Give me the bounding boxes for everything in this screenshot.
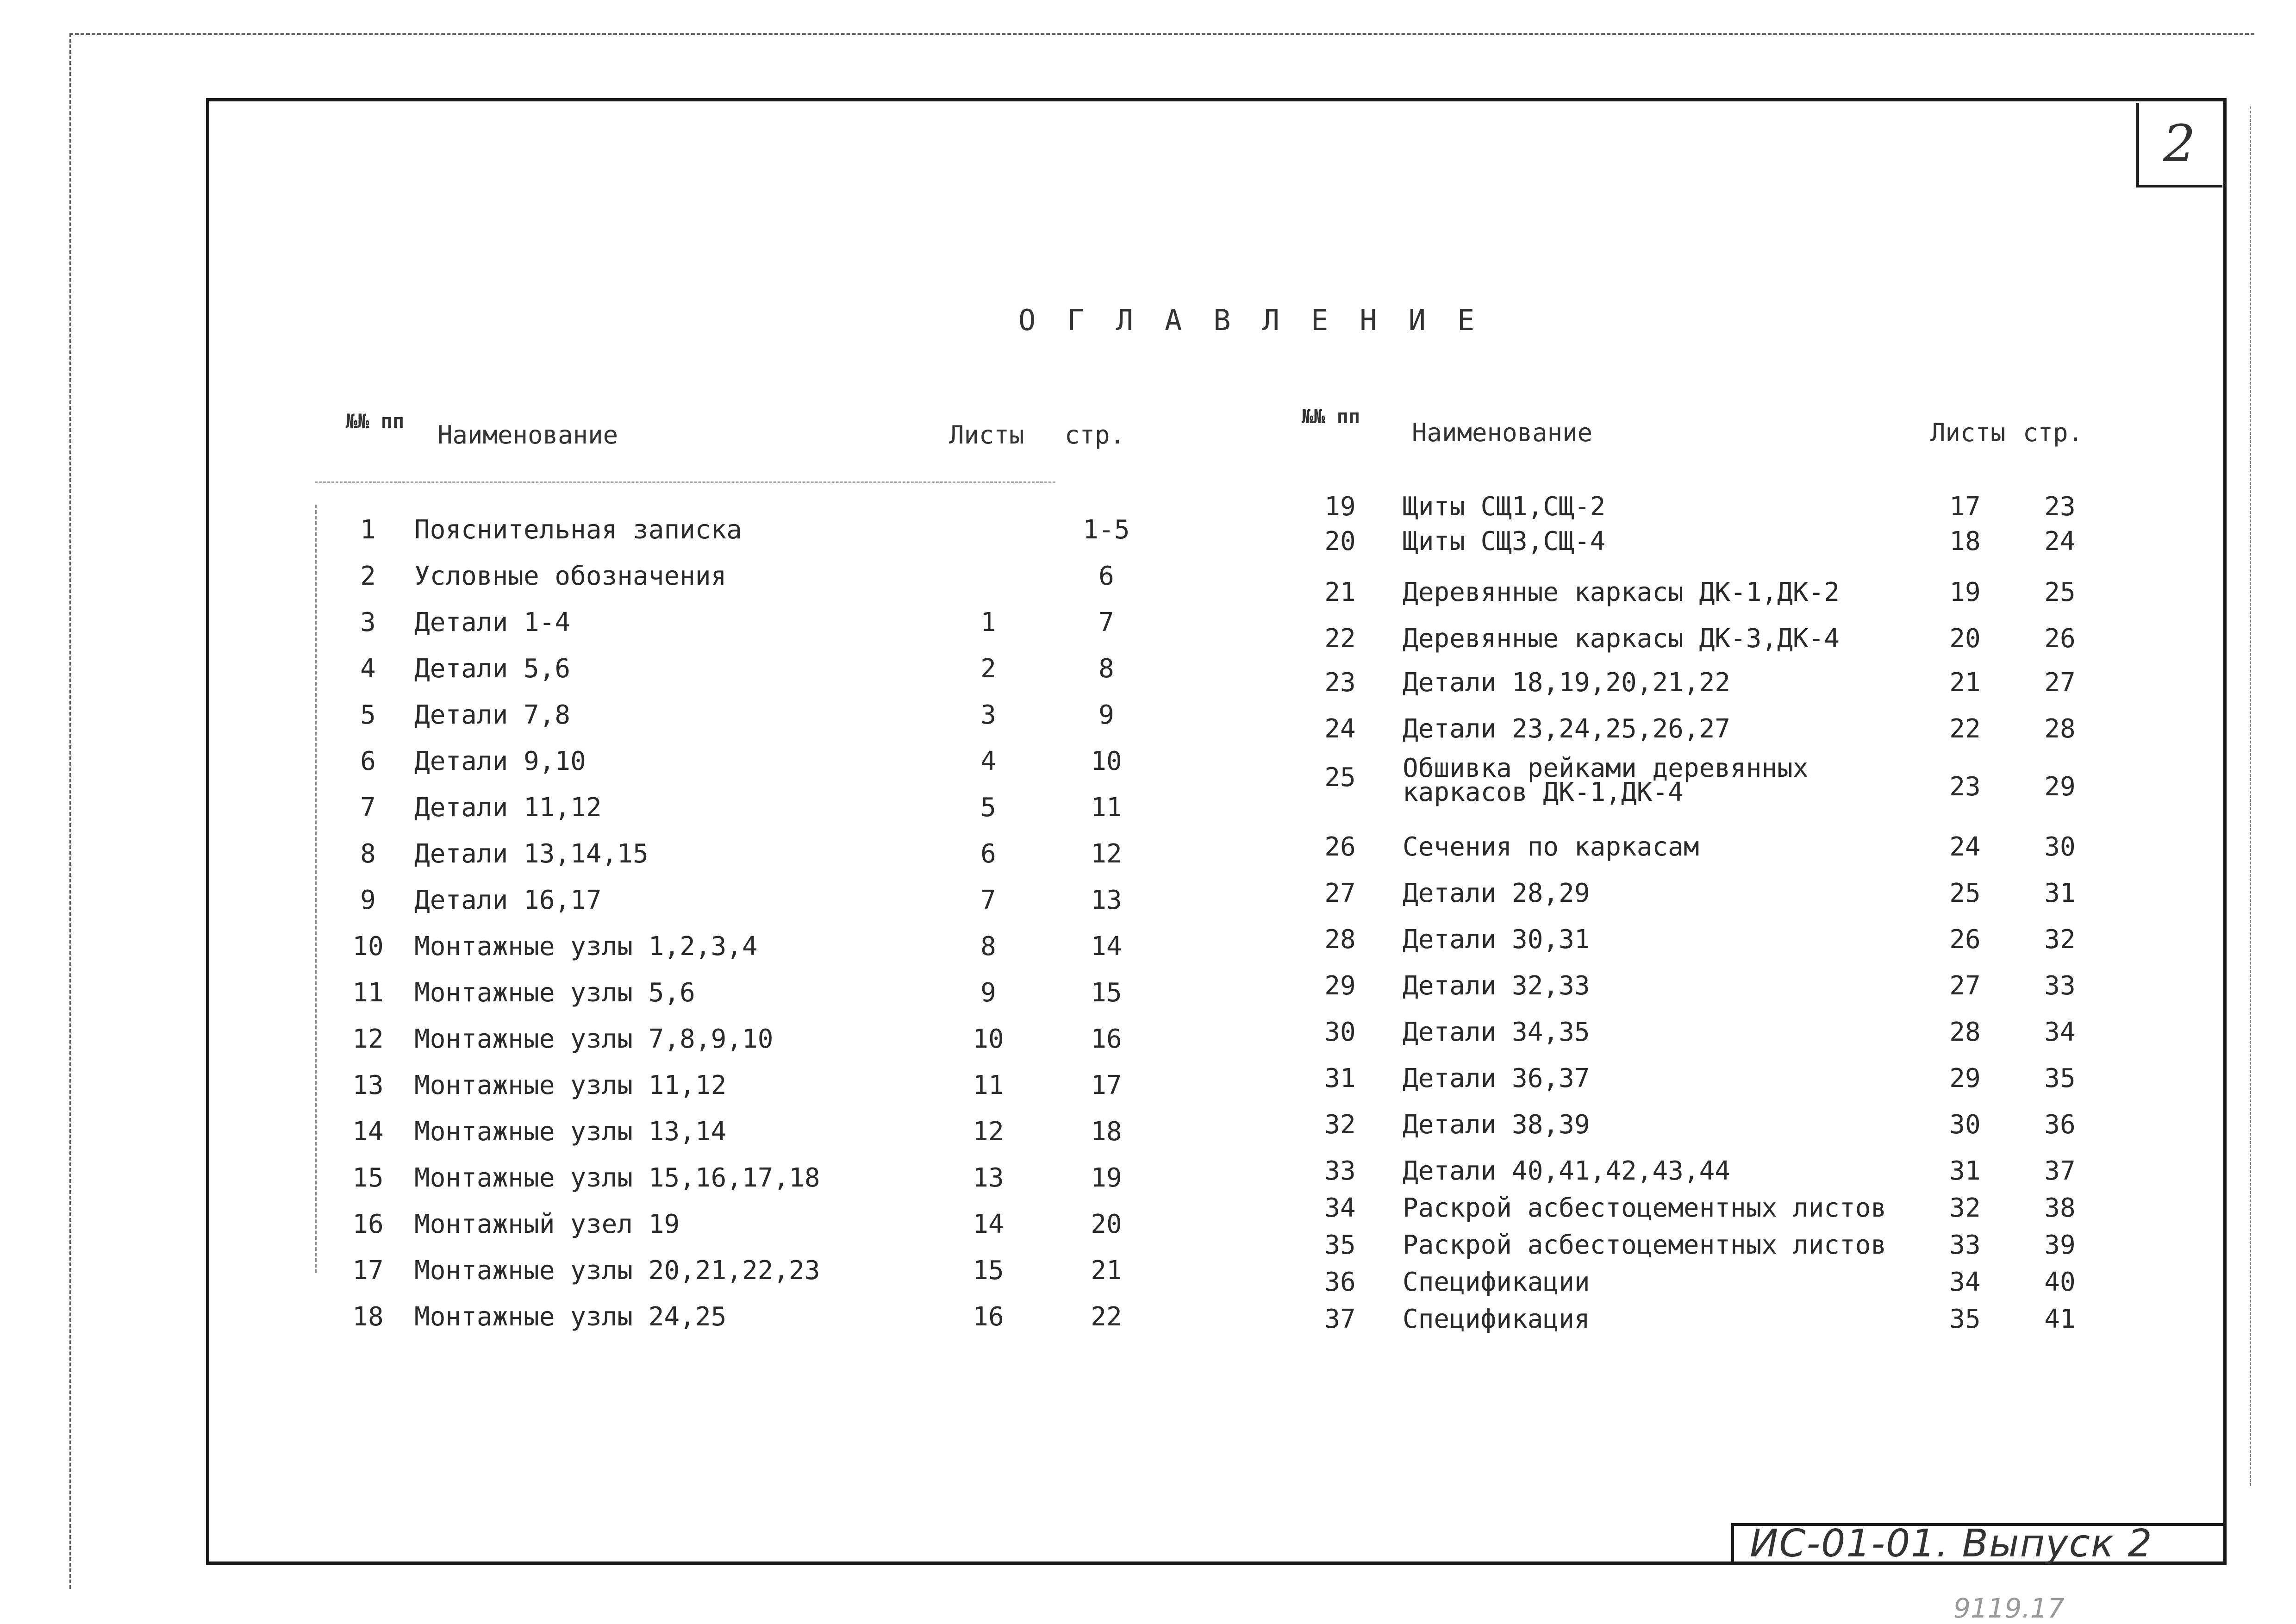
row-sheet: 18: [1949, 526, 1981, 556]
row-name: Монтажные узлы 24,25: [414, 1302, 727, 1332]
row-sheet: 28: [1949, 1017, 1981, 1047]
row-sheet: 17: [1949, 492, 1981, 522]
row-page: 28: [2044, 714, 2076, 744]
row-number: 22: [1324, 624, 1356, 654]
reference-note: 9119.17: [1953, 1593, 2065, 1624]
left-margin-marks: [315, 505, 317, 1273]
row-name: Детали 9,10: [414, 746, 586, 776]
row-page: 14: [1091, 931, 1122, 962]
row-sheet: [944, 507, 1032, 553]
row-name: Спецификация: [1403, 1304, 1590, 1334]
row-name: Детали 13,14,15: [414, 839, 649, 869]
row-number: 18: [352, 1302, 384, 1332]
row-number: 26: [1324, 832, 1356, 862]
row-sheet: 14: [973, 1209, 1004, 1239]
row-sheet: 12: [973, 1117, 1004, 1147]
row-sheet: 27: [1949, 971, 1981, 1001]
page-number: 2: [2163, 114, 2196, 173]
row-number: 20: [1324, 526, 1356, 556]
row-sheet: 32: [1949, 1193, 1981, 1223]
row-sheet: 7: [980, 885, 996, 915]
row-name: Детали 40,41,42,43,44: [1403, 1156, 1731, 1186]
outer-border-top: [69, 33, 2254, 35]
row-name: Монтажные узлы 7,8,9,10: [414, 1024, 774, 1054]
row-name: Детали 1-4: [414, 607, 571, 637]
row-page: 13: [1091, 885, 1122, 915]
row-sheet: 22: [1949, 714, 1981, 744]
row-number: 14: [352, 1117, 384, 1147]
row-number: 17: [352, 1255, 384, 1286]
row-number: 28: [1324, 924, 1356, 955]
row-number: 29: [1324, 971, 1356, 1001]
row-name: Спецификации: [1403, 1267, 1590, 1297]
row-number: 24: [1324, 714, 1356, 744]
row-number: 6: [360, 746, 376, 776]
row-number: 3: [360, 607, 376, 637]
row-page: 6: [1098, 561, 1114, 591]
row-number: 13: [352, 1070, 384, 1100]
row-sheet: 26: [1949, 924, 1981, 955]
page-title: ОГЛАВЛЕНИЕ: [1018, 303, 1506, 337]
row-number: 1: [360, 515, 376, 545]
row-sheet: 30: [1949, 1110, 1981, 1140]
row-page: 11: [1091, 793, 1122, 823]
row-number: 9: [360, 885, 376, 915]
row-page: 15: [1091, 978, 1122, 1008]
row-name: Детали 32,33: [1403, 971, 1590, 1001]
row-number: 15: [352, 1163, 384, 1193]
row-sheet: 19: [1949, 577, 1981, 607]
row-sheet: 23: [1949, 772, 1981, 802]
row-page: 39: [2044, 1230, 2076, 1260]
row-page: 27: [2044, 668, 2076, 698]
row-name: Монтажные узлы 13,14: [414, 1117, 727, 1147]
row-page: 31: [2044, 878, 2076, 908]
row-page: 16: [1091, 1024, 1122, 1054]
row-name: Детали 11,12: [414, 793, 602, 823]
row-number: 19: [1324, 492, 1356, 522]
row-name: Детали 28,29: [1403, 878, 1590, 908]
row-number: 33: [1324, 1156, 1356, 1186]
row-number: 11: [352, 978, 384, 1008]
row-page: 37: [2044, 1156, 2076, 1186]
row-number: 25: [1324, 762, 1356, 793]
row-number: 23: [1324, 668, 1356, 698]
row-name: Деревянные каркасы ДК-3,ДК-4: [1403, 624, 1840, 654]
row-sheet: 11: [973, 1070, 1004, 1100]
row-page: 17: [1091, 1070, 1122, 1100]
left-header-rule: [315, 481, 1055, 483]
row-name: Монтажный узел 19: [414, 1209, 680, 1239]
row-sheet: 9: [980, 978, 996, 1008]
row-number: 10: [352, 931, 384, 962]
row-name: Монтажные узлы 5,6: [414, 978, 695, 1008]
row-sheet: 15: [973, 1255, 1004, 1286]
row-page: 9: [1098, 700, 1114, 730]
row-page: 12: [1091, 839, 1122, 869]
row-number: 37: [1324, 1304, 1356, 1334]
row-name: Сечения по каркасам: [1403, 832, 1699, 862]
row-number: 21: [1324, 577, 1356, 607]
row-number: 36: [1324, 1267, 1356, 1297]
right-header-no: №№ пп: [1301, 405, 1360, 428]
row-name: Обшивка рейками деревянных каркасов ДК-1,ДК-4: [1403, 753, 1809, 807]
row-sheet: 1: [980, 607, 996, 637]
row-name: Детали 38,39: [1403, 1110, 1590, 1140]
row-page: 35: [2044, 1063, 2076, 1093]
row-page: 25: [2044, 577, 2076, 607]
row-number: 34: [1324, 1193, 1356, 1223]
row-number: 7: [360, 793, 376, 823]
row-name: Щиты СЩ1,СЩ-2: [1403, 492, 1606, 522]
row-page: 8: [1098, 654, 1114, 684]
row-page: 40: [2044, 1267, 2076, 1297]
row-sheet: 16: [973, 1302, 1004, 1332]
row-name: Детали 16,17: [414, 885, 602, 915]
row-sheet: 25: [1949, 878, 1981, 908]
row-name: Детали 34,35: [1403, 1017, 1590, 1047]
row-page: 20: [1091, 1209, 1122, 1239]
right-header-sheets: Листы: [1930, 418, 2006, 447]
row-page: 29: [2044, 772, 2076, 802]
outer-border-left: [69, 33, 71, 1589]
row-sheet: 10: [973, 1024, 1004, 1054]
row-number: 31: [1324, 1063, 1356, 1093]
row-page: 7: [1098, 607, 1114, 637]
row-number: 12: [352, 1024, 384, 1054]
row-number: 5: [360, 700, 376, 730]
row-page: 21: [1091, 1255, 1122, 1286]
row-number: 32: [1324, 1110, 1356, 1140]
row-page: 24: [2044, 526, 2076, 556]
row-sheet: 31: [1949, 1156, 1981, 1186]
row-name: Раскрой асбестоцементных листов: [1403, 1230, 1887, 1260]
row-page: 36: [2044, 1110, 2076, 1140]
row-sheet: 29: [1949, 1063, 1981, 1093]
row-sheet: 2: [980, 654, 996, 684]
row-name: Пояснительная записка: [414, 515, 742, 545]
row-name: Детали 23,24,25,26,27: [1403, 714, 1731, 744]
right-header-name: Наименование: [1412, 418, 1593, 447]
row-name: Монтажные узлы 20,21,22,23: [414, 1255, 820, 1286]
row-page: 19: [1091, 1163, 1122, 1193]
row-page: 18: [1091, 1117, 1122, 1147]
row-sheet: 3: [980, 700, 996, 730]
outer-border-right: [2250, 106, 2251, 1486]
row-sheet: 5: [980, 793, 996, 823]
row-name: Раскрой асбестоцементных листов: [1403, 1193, 1887, 1223]
row-name: Детали 7,8: [414, 700, 571, 730]
row-number: 2: [360, 561, 376, 591]
row-name: Детали 5,6: [414, 654, 571, 684]
row-page: 23: [2044, 492, 2076, 522]
row-sheet: 20: [1949, 624, 1981, 654]
row-name: Деревянные каркасы ДК-1,ДК-2: [1403, 577, 1840, 607]
row-page: 22: [1091, 1302, 1122, 1332]
row-name: Монтажные узлы 11,12: [414, 1070, 727, 1100]
row-number: 35: [1324, 1230, 1356, 1260]
row-sheet: 8: [980, 931, 996, 962]
row-sheet: 35: [1949, 1304, 1981, 1334]
row-name: Детали 36,37: [1403, 1063, 1590, 1093]
row-name: Детали 30,31: [1403, 924, 1590, 955]
row-page: 32: [2044, 924, 2076, 955]
left-header-name: Наименование: [437, 420, 618, 450]
row-name: Монтажные узлы 15,16,17,18: [414, 1163, 820, 1193]
row-page: 1-5: [1083, 515, 1130, 545]
row-sheet: 33: [1949, 1230, 1981, 1260]
left-header-page: стр.: [1065, 420, 1125, 450]
row-number: 30: [1324, 1017, 1356, 1047]
row-page: 34: [2044, 1017, 2076, 1047]
row-number: 4: [360, 654, 376, 684]
row-sheet: 6: [980, 839, 996, 869]
left-header-sheets: Листы: [949, 420, 1024, 450]
row-name: Щиты СЩ3,СЩ-4: [1403, 526, 1606, 556]
row-name: Монтажные узлы 1,2,3,4: [414, 931, 758, 962]
right-header-page: стр.: [2023, 418, 2084, 447]
row-number: 8: [360, 839, 376, 869]
row-page: 38: [2044, 1193, 2076, 1223]
row-number: 27: [1324, 878, 1356, 908]
row-page: 41: [2044, 1304, 2076, 1334]
row-sheet: 24: [1949, 832, 1981, 862]
row-name: Условные обозначения: [414, 561, 727, 591]
row-sheet: 4: [980, 746, 996, 776]
row-sheet: 13: [973, 1163, 1004, 1193]
row-name: Детали 18,19,20,21,22: [1403, 668, 1731, 698]
row-sheet: [944, 553, 1032, 600]
row-number: 16: [352, 1209, 384, 1239]
row-sheet: 21: [1949, 668, 1981, 698]
row-page: 30: [2044, 832, 2076, 862]
row-page: 33: [2044, 971, 2076, 1001]
row-sheet: 34: [1949, 1267, 1981, 1297]
document-code: ИС-01-01. Выпуск 2: [1750, 1522, 2153, 1566]
left-header-no: №№ пп: [345, 410, 405, 432]
row-page: 10: [1091, 746, 1122, 776]
row-page: 26: [2044, 624, 2076, 654]
